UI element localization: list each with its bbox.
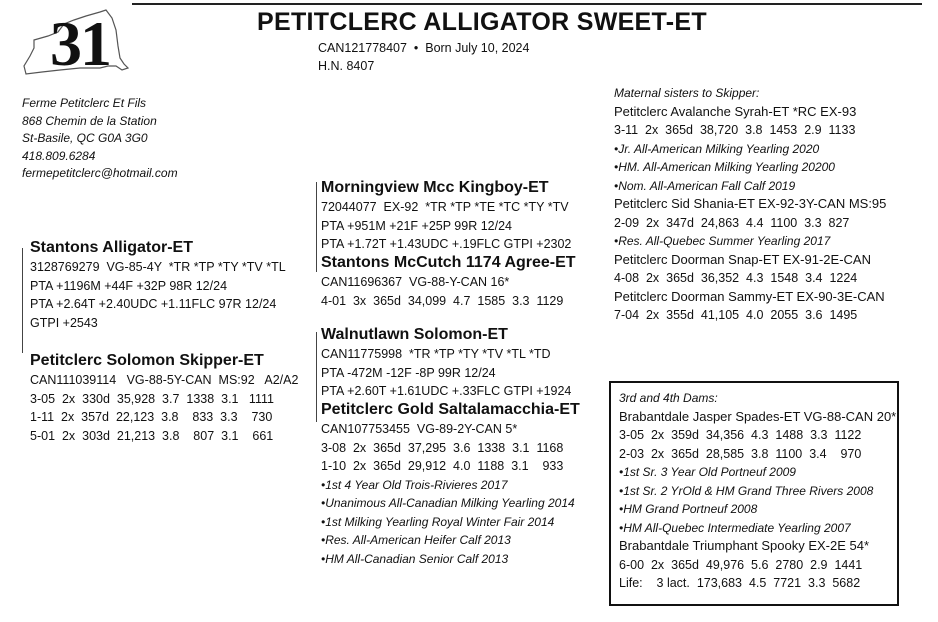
maternal-sisters-block xyxy=(614,84,886,325)
dam-info-line: 1-11 2x 357d 22,123 3.8 833 3.3 730 xyxy=(30,410,273,424)
sire-dam-info-line: CAN11696367 VG-88-Y-CAN 16* xyxy=(321,275,510,289)
dam-sire-info-line: PTA -472M -12F -8P 99R 12/24 xyxy=(321,365,496,380)
consignor-address-1: 868 Chemin de la Station xyxy=(22,113,157,128)
sister-name: Petitclerc Doorman Sammy-ET EX-90-3E-CAN xyxy=(614,288,885,304)
ancestor-line: 2-03 2x 365d 28,585 3.8 1100 3.4 970 xyxy=(619,446,862,461)
header-rule xyxy=(132,3,922,5)
sire-dam-block xyxy=(321,253,576,310)
sister-award: •Jr. All-American Milking Yearling 2020 xyxy=(614,141,820,156)
sister-name: Petitclerc Avalanche Syrah-ET *RC EX-93 xyxy=(614,103,857,119)
dams-box-heading: 3rd and 4th Dams: xyxy=(619,391,718,405)
ancestor-name: Brabantdale Jasper Spades-ET VG-88-CAN 20* xyxy=(619,408,897,424)
dam-dam-award: •1st 4 Year Old Trois-Rivieres 2017 xyxy=(321,477,508,492)
ancestor-award: •1st Sr. 3 Year Old Portneuf 2009 xyxy=(619,465,796,479)
sister-line: 4-08 2x 365d 36,352 4.3 1548 3.4 1224 xyxy=(614,271,858,285)
sister-award: •Res. All-Quebec Summer Yearling 2017 xyxy=(614,234,831,248)
sire-sire-info-line: PTA +951M +21F +25P 99R 12/24 xyxy=(321,218,512,233)
dam-block xyxy=(30,351,298,445)
sire-info-line: PTA +1196M +44F +32P 98R 12/24 xyxy=(30,278,228,293)
sire-dam-info-line: 4-01 3x 365d 34,099 4.7 1585 3.3 1129 xyxy=(321,293,564,308)
ancestor-award: •HM Grand Portneuf 2008 xyxy=(619,502,758,516)
dam-sire-name: Walnutlawn Solomon-ET xyxy=(321,326,508,343)
lot-number: 31 xyxy=(50,8,110,79)
sire-sire-info-line: 72044077 EX-92 *TR *TP *TE *TC *TY *TV xyxy=(321,200,569,214)
consignor-email[interactable]: fermepetitclerc@hotmail.com xyxy=(22,166,178,180)
consignor-phone: 418.809.6284 xyxy=(22,148,96,163)
dam-dam-award: •Unanimous All-Canadian Milking Yearling 2014 xyxy=(321,496,575,510)
dam-dam-award: •HM All-Canadian Senior Calf 2013 xyxy=(321,551,509,566)
dam-name: Petitclerc Solomon Skipper-ET xyxy=(30,352,264,369)
dam-dam-award: •1st Milking Yearling Royal Winter Fair 2014 xyxy=(321,514,555,529)
third-fourth-dams-box xyxy=(609,381,899,606)
sire-sire-name: Morningview Mcc Kingboy-ET xyxy=(321,179,549,196)
dam-info-line: CAN111039114 VG-88-5Y-CAN MS:92 A2/A2 xyxy=(30,373,299,387)
ancestor-name: Brabantdale Triumphant Spooky EX-2E 54* xyxy=(619,538,870,553)
sister-name: Petitclerc Doorman Snap-ET EX-91-2E-CAN xyxy=(614,251,871,267)
dam-dam-name: Petitclerc Gold Saltalamacchia-ET xyxy=(321,401,580,418)
dam-dam-info-line: 1-10 2x 365d 29,912 4.0 1188 3.1 933 xyxy=(321,459,564,473)
dam-dam-award: •Res. All-American Heifer Calf 2013 xyxy=(321,533,511,547)
sister-line: 2-09 2x 347d 24,863 4.4 1100 3.3 827 xyxy=(614,215,850,230)
sire-info-line: PTA +2.64T +2.40UDC +1.11FLC 97R 12/24 xyxy=(30,297,277,311)
consignor-name: Ferme Petitclerc Et Fils xyxy=(22,96,147,110)
dam-dam-block xyxy=(321,400,580,568)
consignor-address-2: St-Basile, QC G0A 3G0 xyxy=(22,131,148,145)
sire-block xyxy=(30,238,286,332)
dam-info-line: 3-05 2x 330d 35,928 3.7 1338 3.1 1111 xyxy=(30,391,274,406)
sire-sire-block xyxy=(321,178,571,254)
pedigree-bracket-dam xyxy=(316,332,317,422)
herd-number: H.N. 8407 xyxy=(318,59,375,73)
ancestor-award: •HM All-Quebec Intermediate Yearling 2007 xyxy=(619,520,851,535)
ancestor-line: 3-05 2x 359d 34,356 4.3 1488 3.3 1122 xyxy=(619,428,862,442)
sire-info-line: GTPI +2543 xyxy=(30,315,98,330)
dam-info-line: 5-01 2x 303d 21,213 3.8 807 3.1 661 xyxy=(30,428,274,443)
dam-dam-info-line: 3-08 2x 365d 37,295 3.6 1338 3.1 1168 xyxy=(321,440,564,455)
sister-award: •Nom. All-American Fall Calf 2019 xyxy=(614,178,796,193)
sister-line: 3-11 2x 365d 38,720 3.8 1453 2.9 1133 xyxy=(614,123,856,137)
dam-sire-info-line: PTA +2.60T +1.61UDC +.33FLC GTPI +1924 xyxy=(321,384,572,398)
ancestor-award: •1st Sr. 2 YrOld & HM Grand Three Rivers 2008 xyxy=(619,483,874,498)
dam-sire-info-line: CAN11775998 *TR *TP *TY *TV *TL *TD xyxy=(321,347,551,361)
sire-dam-name: Stantons McCutch 1174 Agree-ET xyxy=(321,254,576,271)
consignor-block xyxy=(22,95,178,183)
sister-line: 7-04 2x 355d 41,105 4.0 2055 3.6 1495 xyxy=(614,308,858,322)
sire-sire-info-line: PTA +1.72T +1.43UDC +.19FLC GTPI +2302 xyxy=(321,237,572,251)
sire-info-line: 3128769279 VG-85-4Y *TR *TP *TY *TV *TL xyxy=(30,260,286,274)
sister-name: Petitclerc Sid Shania-ET EX-92-3Y-CAN MS:95 xyxy=(614,196,887,211)
sister-award: •HM. All-American Milking Yearling 20200 xyxy=(614,160,835,174)
registration-line: CAN121778407 • Born July 10, 2024 xyxy=(318,41,530,55)
dam-sire-block xyxy=(321,325,571,401)
ancestor-line: 6-00 2x 365d 49,976 5.6 2780 2.9 1441 xyxy=(619,557,863,572)
pedigree-bracket-sire xyxy=(316,182,317,272)
sire-name: Stantons Alligator-ET xyxy=(30,239,193,256)
page-title: PETITCLERC ALLIGATOR SWEET-ET xyxy=(257,8,707,36)
dam-dam-info-line: CAN107753455 VG-89-2Y-CAN 5* xyxy=(321,422,518,436)
pedigree-bracket-left xyxy=(22,248,23,353)
ancestor-line: Life: 3 lact. 173,683 4.5 7721 3.3 5682 xyxy=(619,576,861,590)
maternal-sisters-heading: Maternal sisters to Skipper: xyxy=(614,86,760,100)
